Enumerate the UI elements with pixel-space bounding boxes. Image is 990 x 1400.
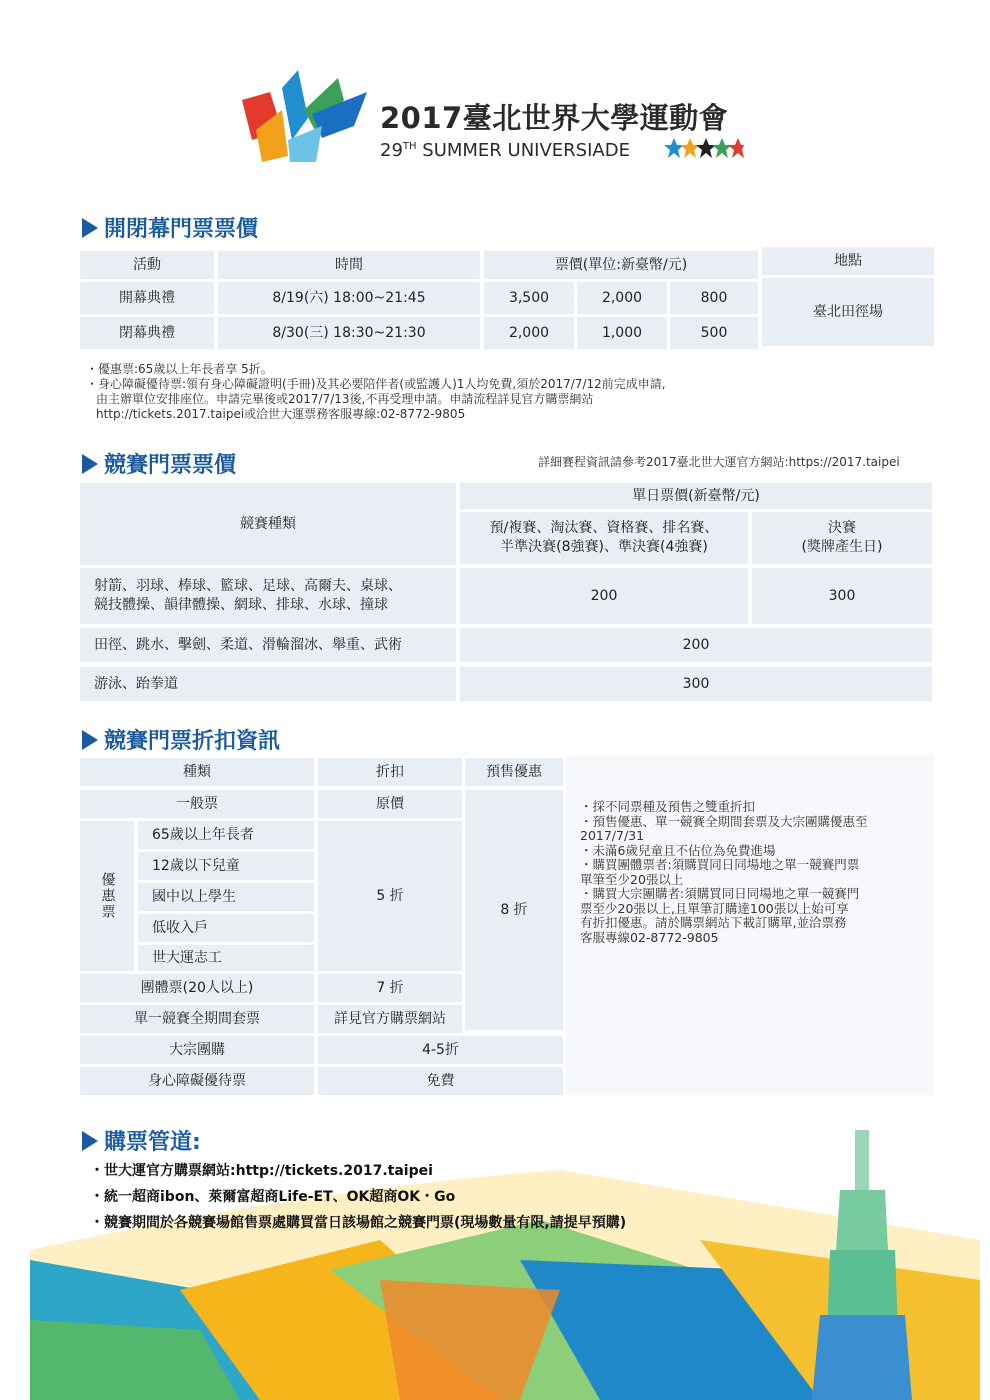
discount-note: ・購買團體票者:須購買同日同場地之單一競賽門票 <box>580 857 860 872</box>
discount-header-type: 種類 <box>80 758 314 786</box>
discount-row-general: 一般票 <box>80 790 314 818</box>
header-line: 預/複賽、淘汰賽、資格賽、排名賽、 <box>489 520 719 537</box>
discount-row-group: 團體票(20人以上) <box>80 974 314 1002</box>
discount-row-season-value: 詳見官方購票網站 <box>318 1005 462 1033</box>
concession-label <box>80 821 134 971</box>
ceremony-header-price: 票價(單位:新臺幣/元) <box>484 251 758 279</box>
ceremony-note: 由主辦單位安排座位。申請完畢後或2017/7/13後,不再受理申請。申請流程詳見官方購票網站 <box>96 392 594 406</box>
competition-reference: 詳細賽程資訊請參考2017臺北世大運官方網站:https://2017.taipei <box>538 455 900 469</box>
section-title: 競賽門票票價 <box>104 453 237 478</box>
event-title: 2017臺北世界大學運動會 <box>380 101 729 135</box>
discount-row-bulk: 大宗團購 <box>80 1036 314 1064</box>
discount-note: 2017/7/31 <box>580 828 645 843</box>
discount-row-disabled-value: 免費 <box>318 1067 563 1095</box>
discount-row-disabled: 身心障礙優待票 <box>80 1067 314 1095</box>
competition-row-type: 游泳、跆拳道 <box>80 667 456 701</box>
ceremony-header-venue: 地點 <box>762 247 934 275</box>
discount-note: ・未滿6歲兒童且不佔位為免費進場 <box>580 842 776 858</box>
concession-item: 低收入戶 <box>138 914 314 942</box>
discount-note: 票至少20張以上,且單筆訂購達100張以上始可享 <box>580 900 849 916</box>
discount-row-group-value: 7 折 <box>318 974 462 1002</box>
ceremony-row-time: 8/30(三) 18:30~21:30 <box>218 317 480 349</box>
universiade-logo <box>242 70 367 162</box>
discount-note: ・購買大宗團購者:須購買同日同場地之單一競賽門 <box>580 886 860 901</box>
triangle-bullet-icon <box>82 454 98 474</box>
ceremony-row-price-2: 2,000 <box>577 282 667 314</box>
type-line: 競技體操、韻律體操、網球、排球、水球、撞球 <box>94 597 388 613</box>
discount-header-discount: 折扣 <box>318 758 462 786</box>
type-line: 射箭、羽球、棒球、籃球、足球、高爾夫、桌球、 <box>94 578 402 595</box>
competition-row-type <box>80 568 456 624</box>
concession-item: 65歲以上年長者 <box>138 821 314 849</box>
triangle-bullet-icon <box>82 1131 98 1151</box>
channel-item-venue: ・競賽期間於各競賽場館售票處購買當日該場館之競賽門票(現場數量有限,請提早預購) <box>90 1215 627 1231</box>
presale-discount: 8 折 <box>465 790 563 1030</box>
competition-row-price: 200 <box>460 628 932 662</box>
ceremony-row-price-3: 500 <box>670 317 758 349</box>
discount-note: ・預售優惠、單一競賽全期間套票及大宗團購優惠至 <box>580 813 868 829</box>
section-title: 競賽門票折扣資訊 <box>104 729 281 754</box>
competition-header-prelim <box>460 512 748 564</box>
header-line: (獎牌產生日) <box>801 539 883 555</box>
ceremony-venue: 臺北田徑場 <box>762 278 934 346</box>
discount-notes <box>580 800 868 945</box>
discount-row-bulk-value: 4-5折 <box>318 1036 563 1064</box>
ceremony-note: http://tickets.2017.taipei或洽世大運票務客服專線:02-8772-9805 <box>96 407 466 421</box>
ceremony-row-price-3: 800 <box>670 282 758 314</box>
discount-note: 有折扣優惠。請於購票網站下載訂購單,並洽票務 <box>580 915 847 930</box>
concession-label-text: 優惠票 <box>99 872 116 920</box>
section-title: 開閉幕門票票價 <box>104 217 259 242</box>
ceremony-row-event: 閉幕典禮 <box>80 317 214 349</box>
triangle-bullet-icon <box>82 218 98 238</box>
concession-item: 12歲以下兒童 <box>138 852 314 880</box>
discount-header-presale: 預售優惠 <box>465 758 563 786</box>
ceremony-row-price-1: 2,000 <box>484 317 574 349</box>
discount-row-season: 單一競賽全期間套票 <box>80 1005 314 1033</box>
header-line: 決賽 <box>828 520 856 537</box>
section-heading-ceremony <box>82 212 258 243</box>
ceremony-note: ・優惠票:65歲以上年長者享 5折。 <box>86 362 273 376</box>
concession-discount: 5 折 <box>318 821 462 971</box>
section-heading-discount <box>82 724 280 755</box>
competition-row-price: 300 <box>460 667 932 701</box>
section-heading-channels <box>82 1125 201 1156</box>
ceremony-row-price-1: 3,500 <box>484 282 574 314</box>
concession-item: 世大運志工 <box>138 945 314 971</box>
competition-header-type: 競賽種類 <box>80 483 456 565</box>
competition-header-final <box>752 512 932 564</box>
competition-row-type: 田徑、跳水、擊劍、柔道、滑輪溜冰、舉重、武術 <box>80 628 456 662</box>
header-line: 半準決賽(8強賽)、準決賽(4強賽) <box>500 539 708 555</box>
ceremony-header-time: 時間 <box>218 251 480 279</box>
ceremony-row-time: 8/19(六) 18:00~21:45 <box>218 282 480 314</box>
discount-note: ・採不同票種及預售之雙重折扣 <box>580 799 756 814</box>
competition-header-price: 單日票價(新臺幣/元) <box>460 483 932 509</box>
stars-icon <box>664 136 744 160</box>
concession-item: 國中以上學生 <box>138 883 314 911</box>
competition-row-final: 300 <box>752 568 932 624</box>
discount-note: 單筆至少20張以上 <box>580 871 684 887</box>
ceremony-row-price-2: 1,000 <box>577 317 667 349</box>
discount-row-general-value: 原價 <box>318 790 462 818</box>
competition-row-prelim: 200 <box>460 568 748 624</box>
discount-note: 客服專線02-8772-9805 <box>580 929 719 945</box>
triangle-bullet-icon <box>82 730 98 750</box>
section-title: 購票管道: <box>104 1130 201 1155</box>
section-heading-competition <box>82 448 236 479</box>
ceremony-note: ・身心障礙優待票:領有身心障礙證明(手冊)及其必要陪伴者(或監護人)1人均免費,須於2017/7/12前完成申請, <box>86 377 666 391</box>
ceremony-row-event: 開幕典禮 <box>80 282 214 314</box>
ceremony-header-event: 活動 <box>80 251 214 279</box>
event-subtitle: 29TH SUMMER UNIVERSIADE <box>380 140 630 161</box>
channel-item-stores: ・統一超商ibon、萊爾富超商Life-ET、OK超商OK・Go <box>90 1189 456 1205</box>
channel-item-website: ・世大運官方購票網站:http://tickets.2017.taipei <box>90 1163 433 1179</box>
